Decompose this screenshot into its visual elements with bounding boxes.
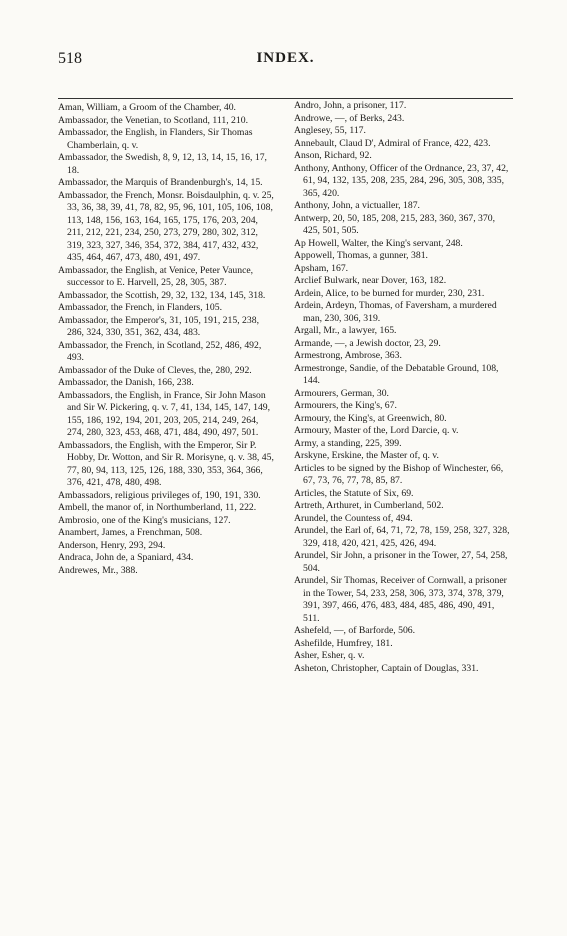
page-number: 518 xyxy=(58,50,82,67)
index-entry: Arundel, Sir Thomas, Receiver of Cornwall, a prisoner in the Tower, 54, 233, 258, 306, 373, 374, 378, 379, 391, 397, 466, 476, 483, 484, 485, 486, 490, 491, 511. xyxy=(294,575,507,624)
index-entry: Ambassador, the Scottish, 29, 32, 132, 134, 145, 318. xyxy=(58,289,266,301)
index-entry: Ambassadors, religious privileges of, 190, 191, 330. xyxy=(58,489,261,501)
index-entry: Ambassador, the English, in Flanders, Sir Thomas Chamberlain, q. v. xyxy=(58,127,253,151)
index-entry: Ashefeld, —, of Barforde, 506. xyxy=(294,625,416,636)
index-entry: Aman, William, a Groom of the Chamber, 40. xyxy=(58,102,236,113)
index-entry: Arundel, the Countess of, 494. xyxy=(294,512,413,524)
index-entry: Ambassador, the French, in Flanders, 105. xyxy=(58,302,223,313)
index-entry: Articles to be signed by the Bishop of Winchester, 66, 67, 73, 76, 77, 78, 85, 87. xyxy=(294,462,504,486)
index-entry: Ambassador, the French, Monsr. Boisdaulphin, q. v. 25, 33, 36, 38, 39, 41, 78, 82, 95, 96, 101, 105, 106, 108, 113, 148, 156, 163, 164, 165, 175, 176, 203, 204, 211, 212, 221, 234, 250, 273, 279, 280, 302, 312, 319, 323, 327, 346, 354, 372, 384, 417, 432, 432, 435, 464, 467, 473, 480, 491, 497. xyxy=(58,189,274,263)
index-entry: Androwe, —, of Berks, 243. xyxy=(294,112,405,124)
index-entry: Ambassador, the Emperor's, 31, 105, 191, 215, 238, 286, 324, 330, 351, 362, 434, 483. xyxy=(58,314,260,338)
index-entry: Arskyne, Erskine, the Master of, q. v. xyxy=(294,450,439,461)
index-entry: Armourers, German, 30. xyxy=(294,387,389,399)
index-entry: Ambassador, the Danish, 166, 238. xyxy=(58,377,194,388)
index-entry: Ambassador, the Swedish, 8, 9, 12, 13, 14, 15, 16, 17, 18. xyxy=(58,152,267,176)
index-entry: Ashefilde, Humfrey, 181. xyxy=(294,637,393,649)
index-entry: Armestronge, Sandie, of the Debatable Ground, 108, 144. xyxy=(294,362,499,386)
index-entry: Armande, —, a Jewish doctor, 23, 29. xyxy=(294,337,441,349)
index-column-right xyxy=(294,100,512,675)
index-entry: Ambassador, the Venetian, to Scotland, 111, 210. xyxy=(58,114,249,126)
index-entry: Ambassadors, the English, with the Emperor, Sir P. Hobby, Dr. Wotton, and Sir R. Morisyne, q. v. 38, 45, 77, 80, 94, 113, 125, 126, 188, 330, 353, 364, 366, 376, 421, 478, 480, 498. xyxy=(58,439,274,488)
index-entry: Ambell, the manor of, in Northumberland, 11, 222. xyxy=(58,502,257,513)
index-entry: Armourers, the King's, 67. xyxy=(294,400,397,411)
index-entry: Andrewes, Mr., 388. xyxy=(58,564,138,576)
index-entry: Annebault, Claud D', Admiral of France, 422, 423. xyxy=(294,137,491,149)
index-entry: Ambrosio, one of the King's musicians, 127. xyxy=(58,514,231,526)
index-entry: Arundel, the Earl of, 64, 71, 72, 78, 159, 258, 327, 328, 329, 418, 420, 421, 425, 426, 494. xyxy=(294,525,510,549)
index-entry: Antwerp, 20, 50, 185, 208, 215, 283, 360, 367, 370, 425, 501, 505. xyxy=(294,212,496,236)
index-entry: Armoury, Master of the, Lord Darcie, q. v. xyxy=(294,425,459,436)
index-entry: Anson, Richard, 92. xyxy=(294,150,372,161)
index-entry: Anthony, John, a victualler, 187. xyxy=(294,200,420,211)
index-column-left xyxy=(58,102,276,577)
index-entry: Ambassador, the English, at Venice, Peter Vaunce, successor to E. Harvell, 25, 28, 305, 387. xyxy=(58,264,254,288)
running-head: INDEX. xyxy=(256,50,315,66)
index-entry: Artreth, Arthuret, in Cumberland, 502. xyxy=(294,500,444,511)
index-entry: Asheton, Christopher, Captain of Douglas, 331. xyxy=(294,662,479,674)
index-entry: Anthony, Anthony, Officer of the Ordnance, 23, 37, 42, 61, 94, 132, 135, 208, 235, 284, 296, 305, 308, 335, 365, 420. xyxy=(294,162,509,199)
index-entry: Anglesey, 55, 117. xyxy=(294,125,366,136)
index-entry: Ambassador, the Marquis of Brandenburgh's, 14, 15. xyxy=(58,177,263,188)
index-entry: Ambassador of the Duke of Cleves, the, 280, 292. xyxy=(58,364,252,376)
index-entry: Articles, the Statute of Six, 69. xyxy=(294,487,414,499)
index-entry: Arclief Bulwark, near Dover, 163, 182. xyxy=(294,275,447,286)
index-entry: Asher, Esher, q. v. xyxy=(294,650,365,661)
index-entry: Appowell, Thomas, a gunner, 381. xyxy=(294,250,428,261)
index-entry: Andraca, John de, a Spaniard, 434. xyxy=(58,552,194,563)
index-entry: Apsham, 167. xyxy=(294,262,349,274)
index-entry: Argall, Mr., a lawyer, 165. xyxy=(294,325,397,336)
index-entry: Armestrong, Ambrose, 363. xyxy=(294,350,402,361)
index-entry: Ambassador, the French, in Scotland, 252, 486, 492, 493. xyxy=(58,339,262,363)
index-entry: Ardein, Alice, to be burned for murder, 230, 231. xyxy=(294,287,485,299)
index-entry: Anderson, Henry, 293, 294. xyxy=(58,539,166,551)
index-entry: Arundel, Sir John, a prisoner in the Tower, 27, 54, 258, 504. xyxy=(294,550,508,574)
index-entry: Andro, John, a prisoner, 117. xyxy=(294,100,407,111)
index-entry: Ardein, Ardeyn, Thomas, of Faversham, a murdered man, 230, 306, 319. xyxy=(294,300,497,324)
index-entry: Anambert, James, a Frenchman, 508. xyxy=(58,527,203,538)
index-entry: Ambassadors, the English, in France, Sir John Mason and Sir W. Pickering, q. v. 7, 41, 134, 145, 147, 149, 155, 186, 192, 194, 201, 203, 205, 214, 249, 264, 274, 280, 323, 453, 468, 471, 484, 490, 497, 501. xyxy=(58,389,271,438)
index-entry: Armoury, the King's, at Greenwich, 80. xyxy=(294,412,447,424)
page-header xyxy=(58,50,513,72)
header-rule xyxy=(58,98,513,99)
index-entry: Army, a standing, 225, 399. xyxy=(294,437,402,449)
index-entry: Ap Howell, Walter, the King's servant, 248. xyxy=(294,237,463,249)
